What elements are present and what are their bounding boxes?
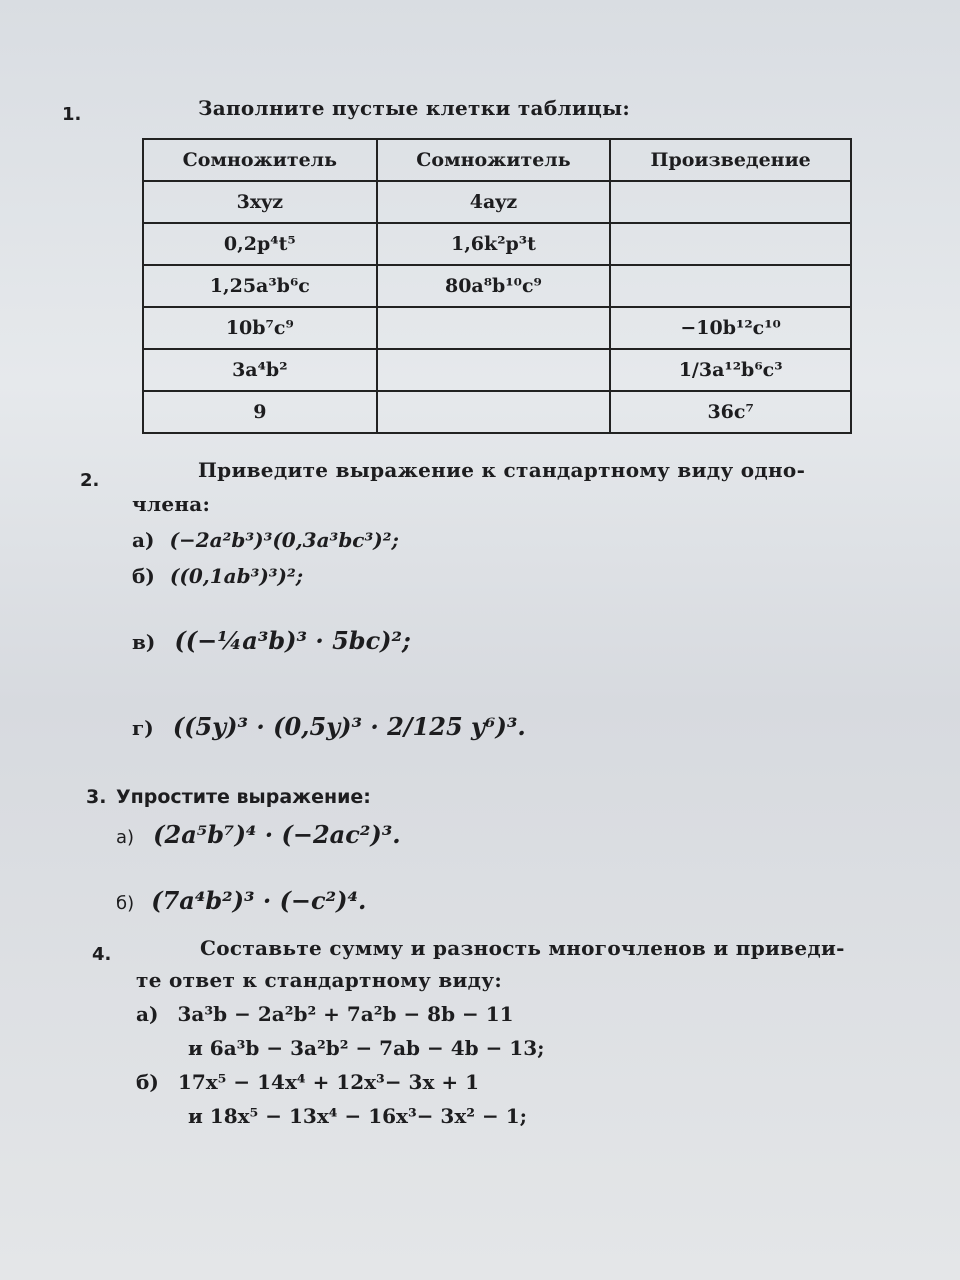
task2-item-b — [132, 564, 303, 588]
item-label: в) — [132, 630, 156, 654]
item-expression: ((5y)³ · (0,5y)³ · 2/125 y⁶)³. — [172, 712, 526, 741]
table-row — [143, 181, 851, 223]
item-label: б) — [132, 564, 155, 588]
task3-title: Упростите выражение: — [116, 786, 371, 808]
task1-title: Заполните пустые клетки таблицы: — [198, 96, 631, 120]
table-cell: 9 — [143, 391, 377, 433]
products-table — [142, 138, 852, 434]
table-cell: 0,2p⁴t⁵ — [143, 223, 377, 265]
table-row — [143, 265, 851, 307]
table-cell — [377, 349, 611, 391]
task2-title-line1: Приведите выражение к стандартному виду одно- — [198, 458, 806, 482]
task4-item-b — [136, 1070, 479, 1094]
table-cell — [610, 223, 851, 265]
table-cell: 80a⁸b¹⁰c⁹ — [377, 265, 611, 307]
task3-item-a — [116, 820, 401, 849]
table-cell — [377, 391, 611, 433]
item-expression: (−2a²b³)³(0,3a³bc³)²; — [169, 528, 399, 552]
task4-number: 4. — [92, 944, 112, 965]
task2-item-d — [132, 712, 526, 741]
task2-number: 2. — [80, 470, 100, 491]
item-label: б) — [136, 1070, 159, 1094]
task4-item-a — [136, 1002, 514, 1026]
table-cell: 1,25a³b⁶c — [143, 265, 377, 307]
table-cell — [610, 181, 851, 223]
table-header: Сомножитель — [143, 139, 377, 181]
item-label: а) — [116, 827, 135, 848]
table-cell: −10b¹²c¹⁰ — [610, 307, 851, 349]
item-expression-line1: 3a³b − 2a²b² + 7a²b − 8b − 11 — [177, 1002, 514, 1026]
task4-item-a-line2 — [188, 1036, 545, 1060]
item-label: б) — [116, 893, 135, 914]
table-cell — [377, 307, 611, 349]
table-cell — [610, 265, 851, 307]
task4-item-b-line2 — [188, 1104, 527, 1128]
table-row — [143, 349, 851, 391]
item-label: а) — [132, 528, 155, 552]
table-cell: 10b⁷c⁹ — [143, 307, 377, 349]
item-expression-line1: 17x⁵ − 14x⁴ + 12x³− 3x + 1 — [177, 1070, 479, 1094]
table-cell: 3xyz — [143, 181, 377, 223]
item-label: г) — [132, 716, 154, 740]
item-expression: ((−¼a³b)³ · 5bc)²; — [174, 626, 411, 655]
table-cell: 1/3a¹²b⁶c³ — [610, 349, 851, 391]
item-expression: ((0,1ab³)³)²; — [169, 564, 304, 588]
table-row — [143, 307, 851, 349]
table-cell: 1,6k²p³t — [377, 223, 611, 265]
task1-number: 1. — [62, 104, 82, 125]
table-row — [143, 391, 851, 433]
task2-title-line2: члена: — [132, 492, 211, 516]
table-header: Сомножитель — [377, 139, 611, 181]
table-cell: 36c⁷ — [610, 391, 851, 433]
item-expression: (7a⁴b²)³ · (−c²)⁴. — [151, 886, 367, 915]
task2-item-a — [132, 528, 399, 552]
item-expression-line2: и 18x⁵ − 13x⁴ − 16x³− 3x² − 1; — [188, 1104, 528, 1128]
item-label: а) — [136, 1002, 159, 1026]
table-header-row — [143, 139, 851, 181]
table-header: Произведение — [610, 139, 851, 181]
table-cell: 3a⁴b² — [143, 349, 377, 391]
task4-title-line1: Составьте сумму и разность многочленов и приведи- — [200, 936, 845, 960]
task3-item-b — [116, 886, 366, 915]
item-expression-line2: и 6a³b − 3a²b² − 7ab − 4b − 13; — [188, 1036, 545, 1060]
task4-title-line2: те ответ к стандартному виду: — [136, 968, 503, 992]
table-cell: 4ayz — [377, 181, 611, 223]
task2-item-c — [132, 626, 411, 655]
table-row — [143, 223, 851, 265]
task3-number: 3. — [86, 786, 107, 808]
item-expression: (2a⁵b⁷)⁴ · (−2ac²)³. — [153, 820, 401, 849]
